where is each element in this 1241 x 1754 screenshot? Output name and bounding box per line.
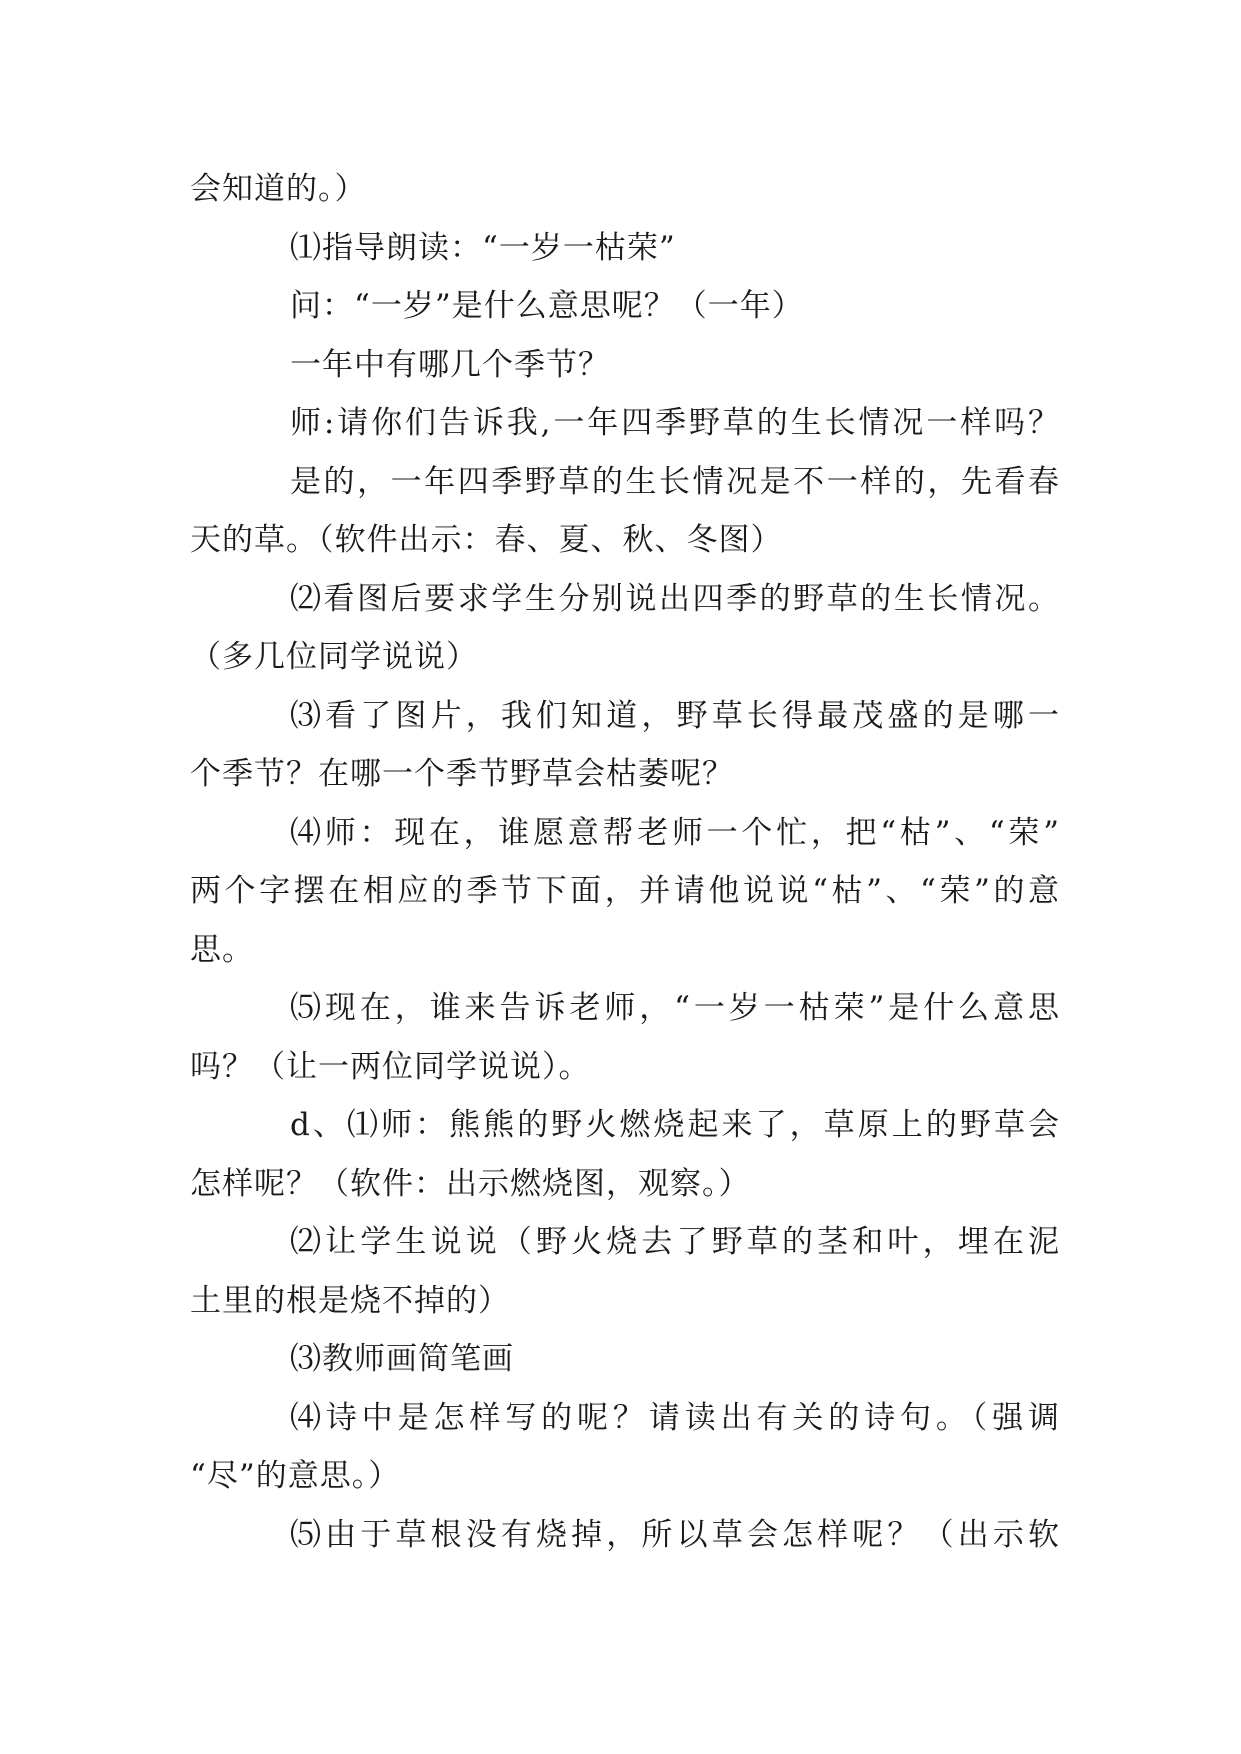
text-line: 吗？（让一两位同学说说）。: [190, 1048, 591, 1085]
text-line: 怎样呢？（软件：出示燃烧图，观察。）: [190, 1165, 751, 1202]
text-line: ⑷诗中是怎样写的呢？请读出有关的诗句。（强调: [290, 1399, 1060, 1436]
text-line: 两个字摆在相应的季节下面，并请他说说“枯”、“荣”的意: [190, 873, 1060, 909]
text-line: ⑴指导朗读：“一岁一枯荣”: [290, 229, 676, 266]
text-line: 问：“一岁”是什么意思呢？（一年）: [290, 288, 804, 324]
text-line: ⑷师：现在，谁愿意帮老师一个忙，把“枯”、“荣”: [290, 814, 1060, 851]
text-line: 师:请你们告诉我,一年四季野草的生长情况一样吗？: [290, 405, 1060, 441]
document-body: [190, 160, 1060, 1564]
text-line: 思。: [190, 931, 254, 968]
text-line: ⑵让学生说说（野火烧去了野草的茎和叶，埋在泥: [290, 1224, 1060, 1260]
text-line: （多几位同学说说）: [190, 639, 478, 675]
text-line: ⑶教师画简笔画: [290, 1341, 514, 1377]
text-line: 一年中有哪几个季节？: [290, 346, 610, 383]
text-line: ⑸现在，谁来告诉老师，“一岁一枯荣”是什么意思: [290, 990, 1060, 1026]
text-line: ⑵看图后要求学生分别说出四季的野草的生长情况。: [290, 580, 1060, 617]
text-line: “尽”的意思。）: [190, 1458, 401, 1494]
text-line: 会知道的。）: [190, 171, 367, 207]
text-line: ⑸由于草根没有烧掉，所以草会怎样呢？（出示软: [290, 1516, 1060, 1553]
text-line: 个季节？在哪一个季节野草会枯萎呢？: [190, 756, 734, 792]
text-line: 土里的根是烧不掉的）: [190, 1282, 510, 1319]
text-line: 天的草。（软件出示：春、夏、秋、冬图）: [190, 522, 783, 558]
text-line: d、⑴师：熊熊的野火燃烧起来了，草原上的野草会: [290, 1107, 1060, 1143]
text-line: ⑶看了图片，我们知道，野草长得最茂盛的是哪一: [290, 697, 1060, 734]
text-line: 是的，一年四季野草的生长情况是不一样的，先看春: [290, 463, 1060, 500]
